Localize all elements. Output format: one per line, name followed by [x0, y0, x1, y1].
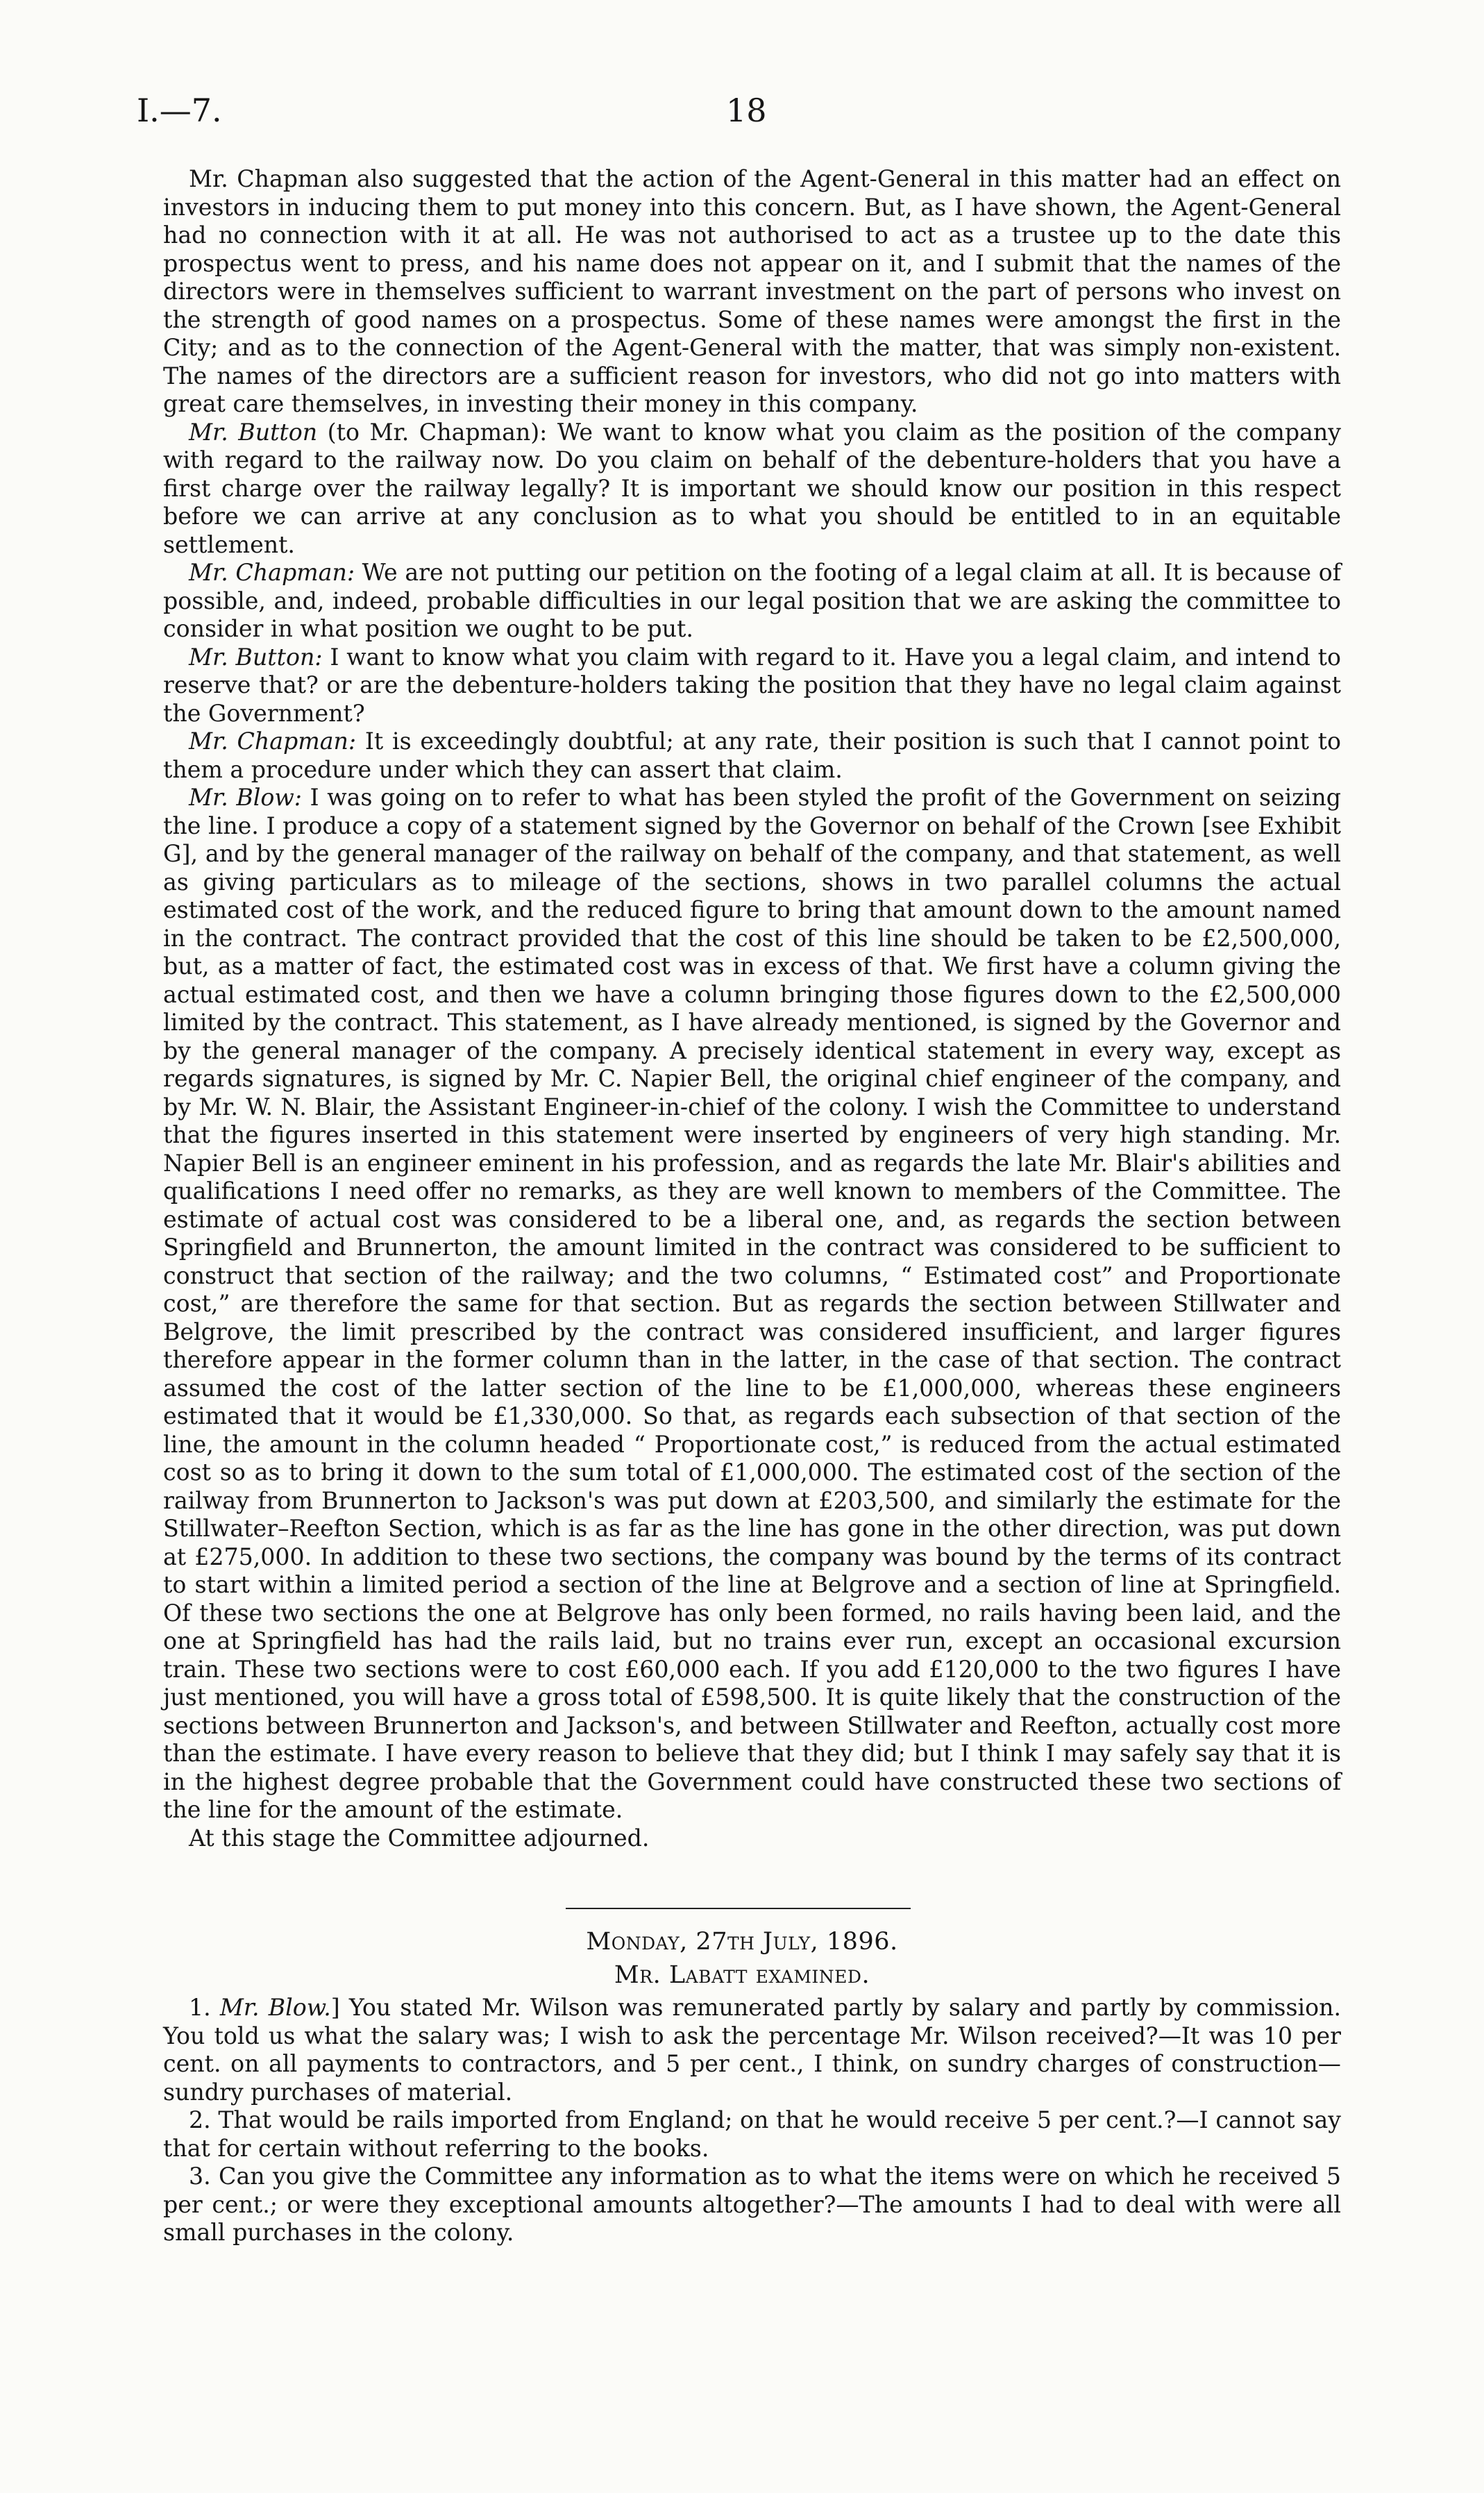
speaker: Mr. Chapman: [189, 559, 355, 586]
paragraph [163, 1824, 1341, 1853]
examination-text [163, 1994, 1341, 2247]
paragraph [163, 165, 1341, 419]
paragraph-text: (to Mr. Chapman): We want to know what you claim as the position of the company with regard to the railway now. Do you claim on behalf of the debenture-holders that you have a first charge over the railway legally? It is important we should know our position in this respect before we can arrive at any conclusion as to what you should be entitled to in an equitable settlement. [163, 418, 1341, 558]
main-text [163, 165, 1341, 1852]
speaker: Mr. Blow: [189, 784, 302, 811]
paragraph-text: I was going on to refer to what has been styled the profit of the Government on seizing the line. I produce a copy of a statement signed by the Governor on behalf of the Crown [see Exhibit G], and by the general manager of the railway on behalf of the company, and that statement, as well as giving particulars as to mileage of the sections, shows in two parallel columns the actual estimated cost of the work, and the reduced figure to bring that amount down to the amount named in the contract. The contract provided that the cost of this line should be taken to be £2,500,000, but, as a matter of fact, the estimated cost was in excess of that. We first have a column giving the actual estimated cost, and then we have a column bringing those figures down to the £2,500,000 limited by the contract. This statement, as I have already mentioned, is signed by the Governor and by the general manager of the company. A precisely identical statement in every way, except as regards signatures, is signed by Mr. C. Napier Bell, the original chief engineer of the company, and by Mr. W. N. Blair, the Assistant Engineer-in-chief of the colony. I wish the Committee to understand that the figures inserted in this statement were inserted by engineers of very high standing. Mr. Napier Bell is an engineer eminent in his profession, and as regards the late Mr. Blair's abilities and qualifications I need offer no remarks, as they are well known to members of the Committee. The estimate of actual cost was considered to be a liberal one, and, as regards the section between Springfield and Brunnerton, the amount limited in the contract was considered to be sufficient to construct that section of the railway; and the two columns, “ Estimated cost” and Proportionate cost,” are therefore the same for that section. But as regards the section between Stillwater and Belgrove, the limit prescribed by the contract was considered insufficient, and larger figures therefore appear in the former column than in the latter, in the case of that section. The contract assumed the cost of the latter section of the line to be £1,000,000, whereas these engineers estimated that it would be £1,330,000. So that, as regards each subsection of that section of the line, the amount in the column headed “ Proportionate cost,” is reduced from the actual estimated cost so as to bring it down to the sum total of £1,000,000. The estimated cost of the section of the railway from Brunnerton to Jackson's was put down at £203,500, and similarly the estimate for the Stillwater–Reefton Section, which is as far as the line has gone in the other direction, was put down at £275,000. In addition to these two sections, the company was bound by the terms of its contract to start within a limited period a section of the line at Belgrove and a section of line at Springfield. Of these two sections the one at Belgrove has only been formed, no rails having been laid, and the one at Springfield has had the rails laid, but no trains ever run, except an occasional excursion train. These two sections were to cost £60,000 each. If you add £120,000 to the two figures I have just mentioned, you will have a gross total of £598,500. It is quite likely that the construction of the sections between Brunnerton and Jackson's, and between Stillwater and Reefton, actually cost more than the estimate. I have every reason to believe that they did; but I think I may safely say that it is in the highest degree probable that the Government could have constructed these two sections of the line for the amount of the estimate. [163, 784, 1342, 1823]
question-number: 2. [189, 2106, 211, 2133]
question [163, 2106, 1341, 2163]
paragraph [163, 644, 1341, 728]
paragraph-text: I want to know what you claim with regard to it. Have you a legal claim, and intend to reserve that? or are the debenture-holders taking the position that they have no legal claim against the Government? [163, 643, 1341, 727]
question-text: That would be rails imported from England; on that he would receive 5 per cent.?—I cannot say that for certain without referring to the books. [163, 2106, 1341, 2162]
paragraph-text: It is exceedingly doubtful; at any rate, their position is such that I cannot point to them a procedure under which they can assert that claim. [163, 728, 1341, 783]
paragraph [163, 559, 1341, 644]
session-date: Monday, 27th July, 1896. [586, 1928, 898, 1956]
document-reference: I.—7. [137, 92, 222, 129]
page-number: 18 [726, 92, 767, 129]
question [163, 1994, 1341, 2106]
paragraph-text: Mr. Chapman also suggested that the action of the Agent-General in this matter had an effect on investors in inducing them to put money into this concern. But, as I have shown, the Agent-General had no connection with it at all. He was not authorised to act as a trustee up to the date this prospectus went to press, and his name does not appear on it, and I submit that the names of the directors were in themselves sufficient to warrant investment on the part of persons who invest on the strength of good names on a prospectus. Some of these names were amongst the first in the City; and as to the connection of the Agent-General with the matter, that was simply non-existent. The names of the directors are a sufficient reason for investors, who did not go into matters with great care themselves, in investing their money in this company. [163, 165, 1341, 417]
paragraph [163, 784, 1341, 1824]
section-divider [566, 1908, 911, 1909]
question-text: ] You stated Mr. Wilson was remunerated partly by salary and partly by commission. You told us what the salary was; I wish to ask the percentage Mr. Wilson received?—It was 10 per cent. on all payments to contractors, and 5 per cent., I think, on sundry charges of construction—sundry purchases of material. [163, 1994, 1341, 2106]
speaker: Mr. Blow. [219, 1994, 331, 2021]
paragraph [163, 419, 1341, 560]
question-number: 1. [189, 1994, 211, 2021]
paragraph-text: We are not putting our petition on the footing of a legal claim at all. It is because of possible, and, indeed, probable difficulties in our legal position that we are asking the committee to consider in what position we ought to be put. [163, 559, 1341, 642]
question-text: Can you give the Committee any information as to what the items were on which he received 5 per cent.; or were they exceptional amounts altogether?—The amounts I had to deal with were all small purchases in the colony. [163, 2163, 1341, 2246]
paragraph-text: At this stage the Committee adjourned. [189, 1824, 650, 1852]
speaker: Mr. Button [189, 418, 318, 446]
speaker: Mr. Button: [189, 643, 323, 671]
question [163, 2163, 1341, 2247]
speaker: Mr. Chapman: [189, 728, 357, 755]
paragraph [163, 728, 1341, 784]
witness-heading: Mr. Labatt examined. [614, 1961, 870, 1989]
question-number: 3. [189, 2163, 211, 2190]
